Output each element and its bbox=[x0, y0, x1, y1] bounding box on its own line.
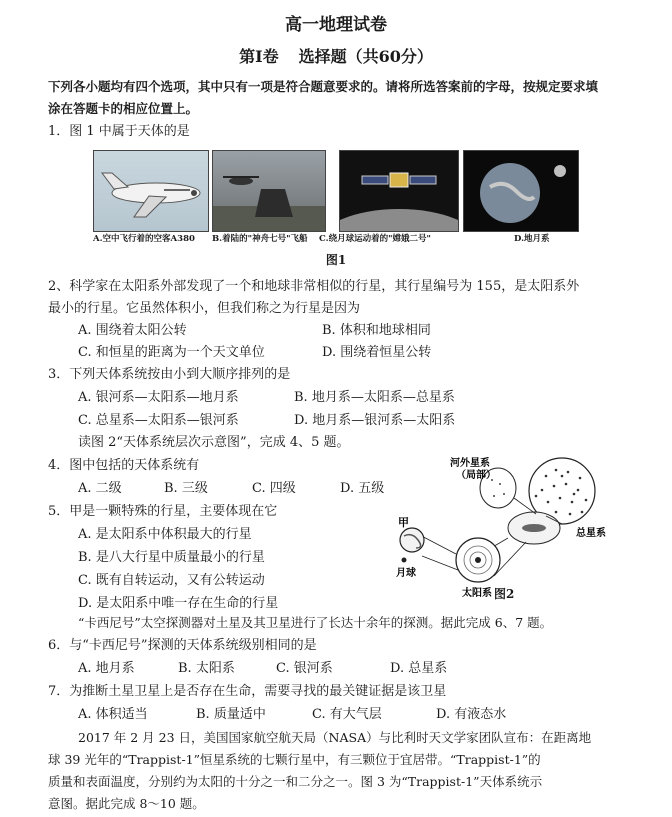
cassini-intro: “卡西尼号”太空探测器对土星及其卫星进行了长达十余年的探测。据此完成 6、7 题。 bbox=[78, 615, 553, 630]
photo-earth-moon bbox=[463, 150, 579, 232]
satellite-icon bbox=[340, 151, 458, 231]
q2-option-a: A. 围绕着太阳公转 bbox=[78, 323, 187, 338]
instructions-line-2: 涂在答题卡的相应位置上。 bbox=[48, 101, 199, 116]
q5-option-b: B. 是八大行星中质量最小的行星 bbox=[78, 550, 265, 565]
q3-option-b: B. 地月系—太阳系—总星系 bbox=[294, 390, 455, 405]
label-moon: 月球 bbox=[396, 568, 416, 579]
q7-option-a: A. 体积适当 bbox=[78, 707, 148, 722]
q7-option-d: D. 有液态水 bbox=[436, 707, 507, 722]
caption-d: D.地月系 bbox=[514, 234, 550, 244]
label-total-system: 总星系 bbox=[576, 528, 606, 539]
label-jia: 甲 bbox=[398, 516, 409, 529]
jia-planet-circle bbox=[400, 528, 424, 552]
passage-line-2: 球 39 光年的“Trappist-1”恒星系统的七颗行星中，有三颗位于宜居带。“Trappist-1”的 bbox=[48, 752, 541, 767]
q2-option-c: C. 和恒星的距离为一个天文单位 bbox=[78, 345, 265, 360]
figure-2-diagram bbox=[386, 456, 616, 606]
figure-2-label: 图2 bbox=[494, 587, 515, 601]
earth-moon-icon bbox=[464, 151, 578, 231]
moon-dot bbox=[402, 558, 407, 563]
section-heading bbox=[0, 44, 672, 67]
part-label: 第Ⅰ卷 bbox=[239, 47, 279, 66]
q3-option-c: C. 总星系—太阳系—银河系 bbox=[78, 413, 239, 428]
q6-option-b: B. 太阳系 bbox=[178, 661, 235, 676]
q7-stem: 7．为推断土星卫星上是否存在生命，需要寻找的最关键证据是该卫星 bbox=[48, 684, 447, 699]
caption-b: B.着陆的"神舟七号"飞船 bbox=[212, 234, 308, 244]
q3-option-a: A. 银河系—太阳系—地月系 bbox=[78, 390, 239, 405]
label-extragalactic: 河外星系 bbox=[450, 458, 490, 469]
q3-option-d: D. 地月系—银河系—太阳系 bbox=[294, 413, 456, 428]
q5-stem: 5．甲是一颗特殊的行星，主要体现在它 bbox=[48, 504, 278, 519]
q4-stem: 4．图中包括的天体系统有 bbox=[48, 458, 200, 473]
q2-option-d: D. 围绕着恒星公转 bbox=[322, 345, 432, 360]
capsule-icon bbox=[213, 151, 325, 231]
q7-option-c: C. 有大气层 bbox=[312, 707, 382, 722]
caption-a: A.空中飞行着的空客A380 bbox=[93, 234, 195, 244]
q5-option-d: D. 是太阳系中唯一存在生命的行星 bbox=[78, 596, 279, 611]
q7-option-b: B. 质量适中 bbox=[196, 707, 266, 722]
q5-option-c: C. 既有自转运动，又有公转运动 bbox=[78, 573, 265, 588]
figure-1-label: 图1 bbox=[325, 253, 347, 267]
label-solar-system: 太阳系 bbox=[462, 588, 492, 599]
instructions bbox=[48, 76, 638, 120]
q3-stem: 3．下列天体系统按由小到大顺序排列的是 bbox=[48, 367, 291, 382]
q2-option-b: B. 体积和地球相同 bbox=[322, 323, 431, 338]
q1-stem: 1．图 1 中属于天体的是 bbox=[48, 124, 190, 139]
read-figure-2: 读图 2“天体系统层次示意图”，完成 4、5 题。 bbox=[78, 435, 350, 450]
q6-stem: 6．与“卡西尼号”探测的天体系统级别相同的是 bbox=[48, 638, 317, 653]
q4-option-a: A. 二级 bbox=[78, 481, 122, 496]
passage-line-4: 意图。据此完成 8～10 题。 bbox=[48, 796, 205, 811]
airplane-icon bbox=[94, 151, 208, 231]
page-title: 高一地理试卷 bbox=[285, 15, 387, 35]
photo-shenzhou-landing bbox=[212, 150, 326, 232]
q5-option-a: A. 是太阳系中体积最大的行星 bbox=[78, 527, 252, 542]
q2-stem-line2: 最小的行星。它虽然体积小，但我们称之为行星是因为 bbox=[48, 301, 361, 316]
passage-line-1: 2017 年 2 月 23 日，美国国家航空航天局（NASA）与比利时天文学家团队宣布：在距离地 bbox=[78, 730, 592, 745]
q6-option-a: A. 地月系 bbox=[78, 661, 135, 676]
instructions-line-1: 下列各小题均有四个选项，其中只有一项是符合题意要求的。请将所选答案前的字母，按规定要求填 bbox=[48, 79, 599, 94]
q6-option-d: D. 总星系 bbox=[390, 661, 448, 676]
photo-change2 bbox=[339, 150, 459, 232]
q4-option-b: B. 三级 bbox=[164, 481, 208, 496]
q4-option-c: C. 四级 bbox=[252, 481, 296, 496]
q6-option-c: C. 银河系 bbox=[276, 661, 333, 676]
q2-stem-line1: 2、科学家在太阳系外部发现了一个和地球非常相似的行星，其行星编号为 155，是太阳系外 bbox=[48, 279, 580, 294]
q4-option-d: D. 五级 bbox=[340, 481, 385, 496]
passage-line-3: 质量和表面温度，分别约为太阳的十分之一和二分之一。图 3 为“Trappist-1”天体系统示 bbox=[48, 774, 543, 789]
caption-c: C.绕月球运动着的"嫦娥二号" bbox=[319, 234, 431, 244]
photo-airplane bbox=[93, 150, 209, 232]
label-partial: （局部） bbox=[456, 470, 496, 481]
section-label: 选择题（共60分） bbox=[298, 47, 433, 66]
